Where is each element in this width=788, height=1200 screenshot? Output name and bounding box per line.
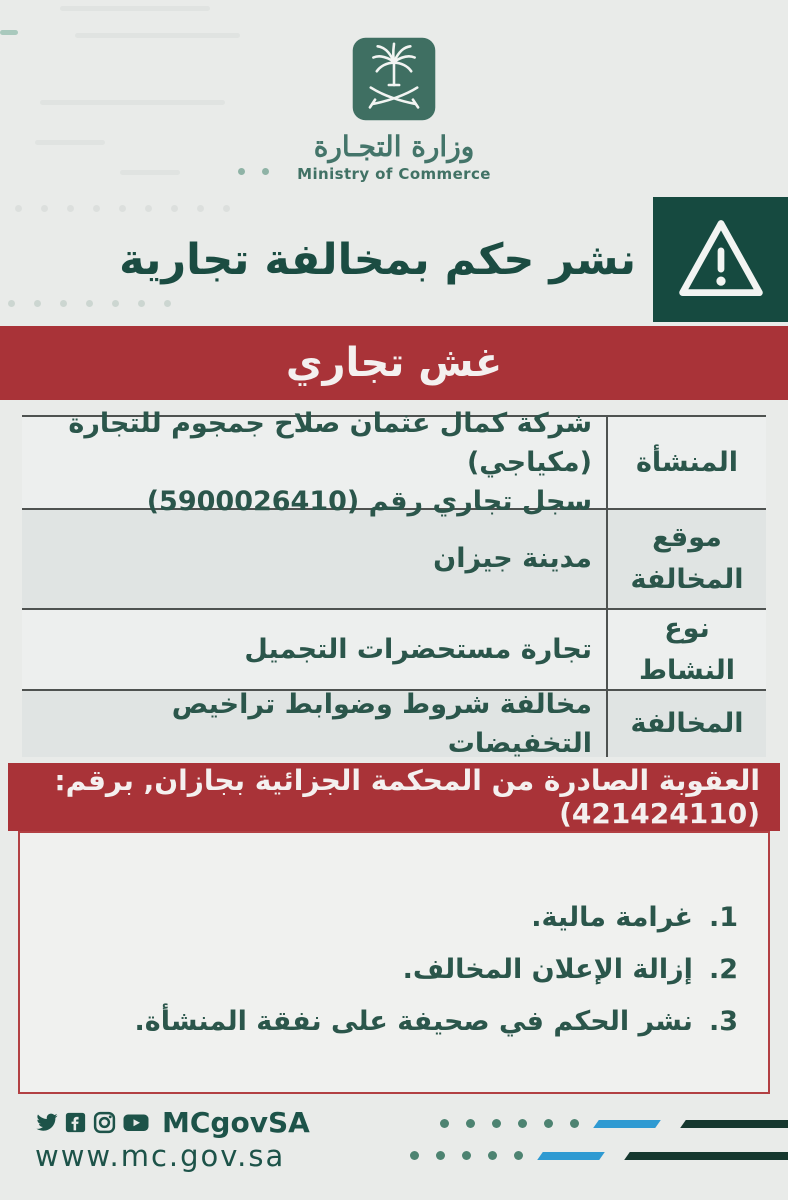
penalty-item-text: غرامة مالية. bbox=[531, 901, 693, 933]
penalty-item-text: إزالة الإعلان المخالف. bbox=[402, 953, 693, 985]
row-label: المنشأة bbox=[606, 417, 766, 508]
footer-social-row bbox=[35, 1106, 310, 1139]
penalty-item-number: 3. bbox=[708, 1005, 738, 1037]
page-title: نشر حكم بمخالفة تجارية bbox=[119, 234, 636, 285]
penalty-item-text: نشر الحكم في صحيفة على نفقة المنشأة. bbox=[134, 1005, 693, 1037]
table-row-violation bbox=[22, 688, 766, 759]
warning-triangle-icon bbox=[673, 212, 769, 308]
penalty-header-banner: العقوبة الصادرة من المحكمة الجزائية بجازان, برقم: (421424110) bbox=[8, 763, 780, 831]
penalty-item bbox=[40, 995, 738, 1047]
penalty-item bbox=[40, 891, 738, 943]
row-value bbox=[22, 510, 606, 608]
ministry-logo bbox=[0, 36, 788, 183]
twitter-icon bbox=[35, 1111, 58, 1134]
saudi-emblem-icon bbox=[351, 36, 437, 122]
footer-decoration-row-top bbox=[440, 1119, 788, 1128]
social-handle: MCgovSA bbox=[162, 1106, 310, 1139]
establishment-name: شركة كمال عثمان صلاح جمجوم للتجارة (مكياجي) bbox=[68, 407, 592, 478]
table-row-establishment bbox=[22, 407, 766, 518]
facebook-icon bbox=[65, 1112, 86, 1133]
table-row-location bbox=[22, 510, 766, 610]
ministry-name-arabic: وزارة التجـارة bbox=[313, 130, 475, 163]
row-value bbox=[22, 407, 606, 518]
violation-type-banner: غش تجاري bbox=[0, 326, 788, 400]
instagram-icon bbox=[93, 1111, 116, 1134]
youtube-icon bbox=[123, 1111, 149, 1134]
penalty-item bbox=[40, 943, 738, 995]
ministry-name-english: Ministry of Commerce bbox=[297, 165, 491, 183]
violation-details-table bbox=[22, 407, 766, 759]
violation-location: مدينة جيزان bbox=[433, 543, 592, 575]
warning-square bbox=[653, 197, 788, 322]
row-label: نوع النشاط bbox=[606, 610, 766, 689]
penalty-box bbox=[18, 831, 770, 1094]
row-value bbox=[22, 688, 606, 759]
row-label: موقع المخالفة bbox=[606, 510, 766, 608]
violation-description: مخالفة شروط وضوابط تراخيص التخفيضات bbox=[171, 688, 592, 759]
announcement-header bbox=[0, 197, 788, 322]
commercial-register-number: سجل تجاري رقم (5900026410) bbox=[146, 486, 592, 518]
row-value bbox=[22, 610, 606, 689]
row-label: المخالفة bbox=[606, 691, 766, 757]
penalty-list bbox=[20, 833, 768, 1047]
footer-decoration-row-bottom bbox=[410, 1151, 788, 1160]
website-url: www.mc.gov.sa bbox=[35, 1139, 286, 1173]
penalty-item-number: 1. bbox=[708, 901, 738, 933]
penalty-item-number: 2. bbox=[708, 953, 738, 985]
activity-type: تجارة مستحضرات التجميل bbox=[244, 633, 592, 665]
table-row-activity bbox=[22, 610, 766, 691]
